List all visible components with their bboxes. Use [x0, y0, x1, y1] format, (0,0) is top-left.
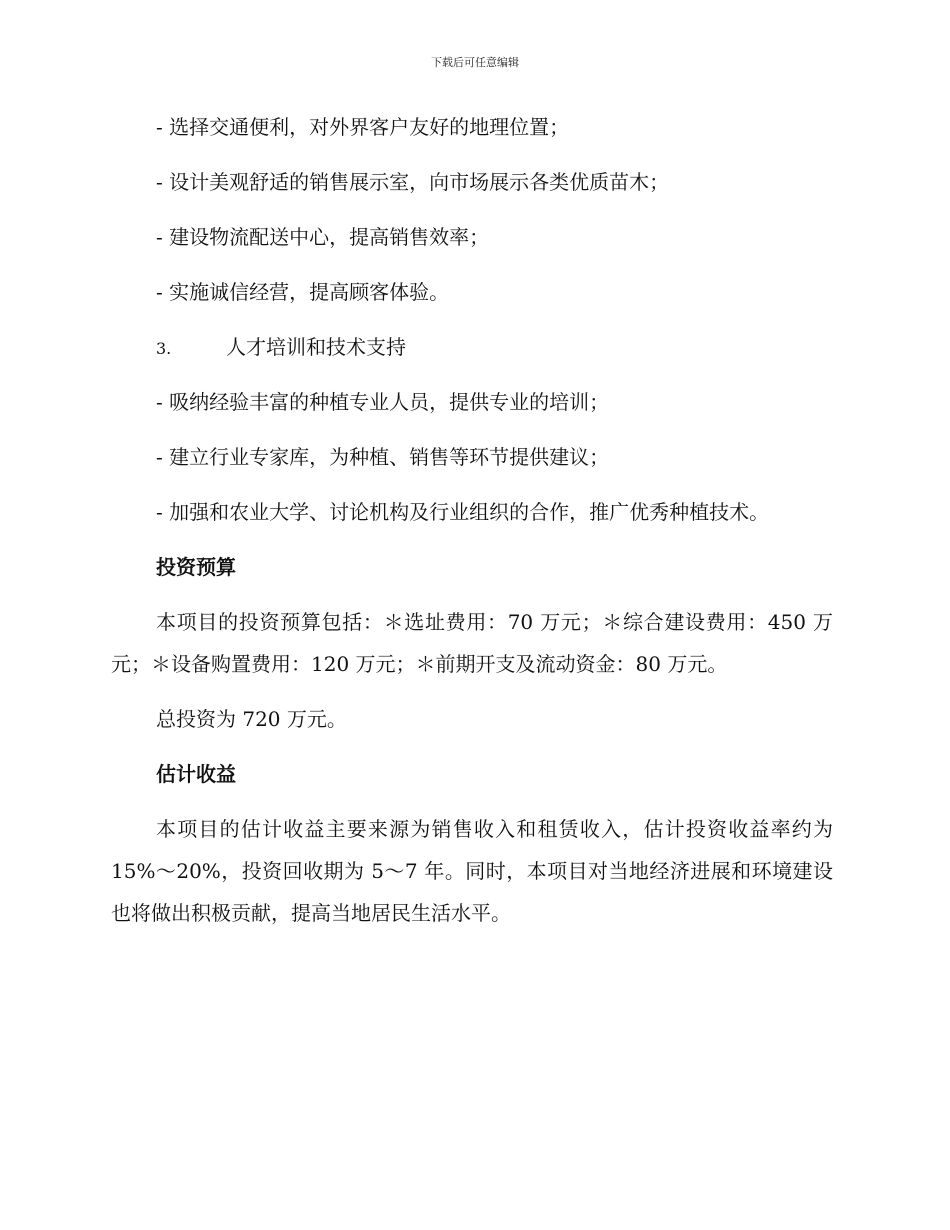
- document-body: [111, 106, 833, 947]
- page-header: 下载后可任意编辑: [431, 56, 519, 69]
- investment-heading: 投资预算: [156, 555, 236, 579]
- list-item: - 吸纳经验丰富的种植专业人员，提供专业的培训；: [156, 390, 610, 414]
- returns-paragraph: 本项目的估计收益主要来源为销售收入和租赁收入，估计投资收益率约为 15%～20%，投资回收期为 5～7 年。同时，本项目对当地经济进展和环境建设也将做出积极贡献，提高当地居民生活水平。: [111, 817, 833, 925]
- list-item: - 设计美观舒适的销售展示室，向市场展示各类优质苗木；: [156, 170, 670, 194]
- list-item: - 加强和农业大学、讨论机构及行业组织的合作，推广优秀种植技术。: [156, 500, 770, 524]
- section-title: 人才培训和技术支持: [226, 335, 406, 359]
- returns-heading: 估计收益: [156, 762, 236, 786]
- investment-total: 总投资为 720 万元。: [156, 707, 347, 731]
- section-number: 3.: [156, 339, 172, 358]
- list-item: - 建立行业专家库，为种植、销售等环节提供建议；: [156, 445, 610, 469]
- list-item: - 建设物流配送中心，提高销售效率；: [156, 225, 490, 249]
- numbered-heading: [111, 326, 833, 368]
- list-item: - 实施诚信经营，提高顾客体验。: [156, 280, 450, 304]
- investment-paragraph: 本项目的投资预算包括：＊选址费用：70 万元；＊综合建设费用：450 万元；＊设备购置费用：120 万元；＊前期开支及流动资金：80 万元。: [111, 610, 833, 676]
- list-item: - 选择交通便利，对外界客户友好的地理位置；: [156, 115, 570, 139]
